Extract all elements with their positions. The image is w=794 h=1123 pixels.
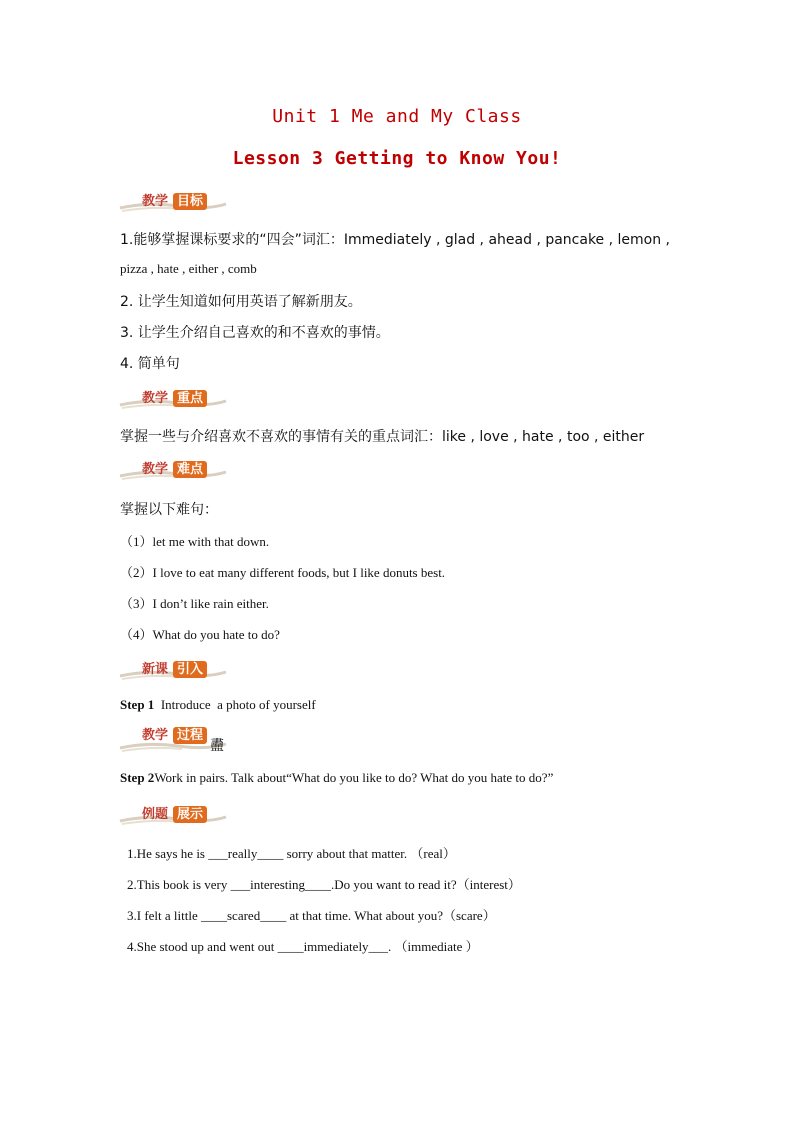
lesson-title: Lesson 3 Getting to Know You!	[232, 148, 562, 169]
banner-text-b: 重点	[173, 390, 207, 407]
banner-text-a: 教学	[141, 461, 168, 477]
banner-text-a: 教学	[141, 193, 168, 209]
banner-text-b: 引入	[173, 661, 207, 678]
banner-suffix: 䀌	[210, 738, 224, 754]
objective-2: 2. 让学生知道如何用英语了解新朋友。	[120, 294, 362, 310]
section-banner-examples	[118, 801, 207, 827]
banner-text-a: 例题	[141, 806, 168, 822]
step-2-label: Step 2	[120, 770, 155, 785]
banner-text-a: 教学	[141, 728, 168, 743]
step-2-text: Work in pairs. Talk about“What do you like to do? What do you hate to do?”	[154, 770, 554, 785]
example-1: 1.He says he is ___really____ sorry about that matter. （real）	[127, 846, 456, 861]
section-banner-objectives	[118, 188, 207, 214]
difficult-sentence-2: （2）I love to eat many different foods, but I like donuts best.	[120, 565, 446, 580]
objective-3: 3. 让学生介绍自己喜欢的和不喜欢的事情。	[120, 325, 390, 341]
step-1	[120, 697, 316, 713]
banner-text-b: 过程	[173, 727, 207, 744]
banner-text-b: 目标	[173, 193, 207, 210]
section-banner-key-points	[118, 385, 207, 411]
banner-text-b: 难点	[173, 461, 207, 478]
banner-text-b: 展示	[173, 806, 207, 823]
example-2: 2.This book is very ___interesting____.Do you want to read it?（interest）	[127, 877, 521, 892]
objective-1a: 1.能够掌握课标要求的“四会”词汇：Immediately , glad , ahead , pancake , lemon ,	[120, 232, 671, 248]
difficulties-intro: 掌握以下难句：	[120, 502, 218, 518]
key-points-text: 掌握一些与介绍喜欢不喜欢的事情有关的重点词汇：like , love , hate , too , either	[120, 429, 645, 445]
banner-text-a: 教学	[141, 390, 168, 406]
difficult-sentence-4: （4）What do you hate to do?	[120, 627, 280, 642]
objective-1b: pizza , hate , either , comb	[120, 261, 257, 276]
difficult-sentence-3: （3）I don’t like rain either.	[120, 596, 269, 611]
banner-text-a: 新课	[141, 661, 168, 677]
unit-title: Unit 1 Me and My Class	[272, 106, 522, 127]
step-2	[120, 770, 553, 786]
objective-4: 4. 简单句	[120, 356, 180, 372]
step-1-label: Step 1	[120, 697, 155, 712]
section-banner-difficulties	[118, 456, 207, 482]
example-4: 4.She stood up and went out ____immediately___. （immediate ）	[127, 939, 479, 954]
example-3: 3.I felt a little ____scared____ at that time. What about you?（scare）	[127, 908, 496, 923]
step-1-text: Introduce a photo of yourself	[154, 697, 316, 712]
section-banner-process	[118, 728, 224, 754]
section-banner-intro	[118, 656, 207, 682]
difficult-sentence-1: （1）let me with that down.	[120, 534, 270, 549]
